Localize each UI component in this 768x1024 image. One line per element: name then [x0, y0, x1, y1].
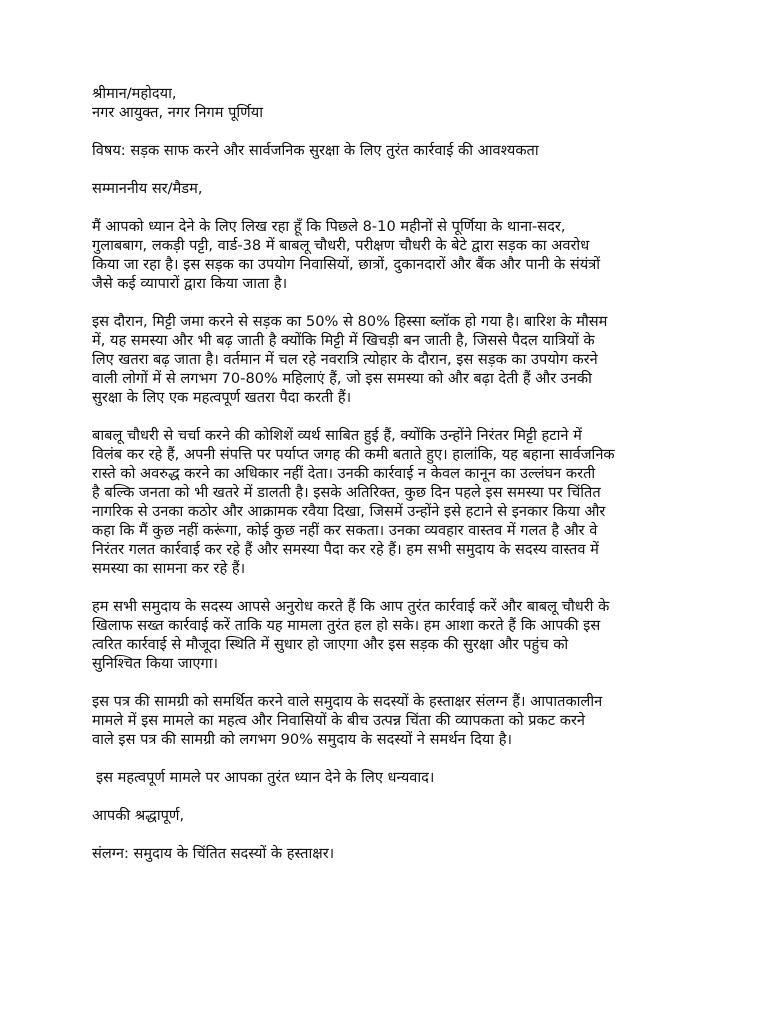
subject-block	[92, 141, 682, 160]
recipient-line: नगर आयुक्त, नगर निगम पूर्णिया	[92, 104, 263, 121]
recipient-block	[92, 84, 682, 122]
paragraph-line: गुलाबबाग, लकड़ी पट्टी, वार्ड-38 में बाबलू चौधरी, परीक्षण चौधरी के बेटे द्वारा सड़क का अवरोध	[92, 237, 590, 254]
paragraph-line: किया जा रहा है। इस सड़क का उपयोग निवासियों, छात्रों, दुकानदारों और बैंक और पानी के संयंत्रों	[92, 256, 601, 273]
paragraph-line: खिलाफ सख्त कार्रवाई करें ताकि यह मामला तुरंत हल हो सके। हम आशा करते हैं कि आपकी इस	[92, 617, 601, 634]
enclosure-line: संलग्न: समुदाय के चिंतित सदस्यों के हस्ताक्षर।	[92, 845, 335, 862]
greeting-block	[92, 179, 682, 198]
paragraph-line: हम सभी समुदाय के सदस्य आपसे अनुरोध करते हैं कि आप तुरंत कार्रवाई करें और बाबलू चौधरी के	[92, 598, 610, 615]
paragraph-line: सुनिश्चित किया जाएगा।	[92, 655, 219, 672]
paragraph-line: वाले इस पत्र की सामग्री को लगभग 90% समुदाय के सदस्यों ने समर्थन दिया है।	[92, 731, 512, 748]
paragraph-line: लिए खतरा बढ़ जाता है। वर्तमान में चल रहे नवरात्रि त्योहार के दौरान, इस सड़क का उपयोग करने	[92, 351, 598, 368]
paragraph-line: कहा कि मैं कुछ नहीं करूंगा, कोई कुछ नहीं कर सकता। उनका व्यवहार वास्तव में गलत है और वे	[92, 522, 598, 539]
paragraph-line: वाली लोगों में से लगभग 70-80% महिलाएं हैं, जो इस समस्या को और बढ़ा देती हैं और उनकी	[92, 370, 592, 387]
paragraph-3	[92, 426, 682, 578]
paragraph-1	[92, 217, 682, 293]
letter-body	[92, 84, 682, 863]
paragraph-line: त्वरित कार्रवाई से मौजूदा स्थिति में सुधार हो जाएगा और इस सड़क की सुरक्षा और पहुंच को	[92, 636, 569, 653]
thanks-block	[92, 768, 682, 787]
paragraph-line: नागरिक से उनका कठोर और आक्रामक रवैया दिखा, जिसमें उन्होंने इसे हटाने से इनकार किया और	[92, 503, 606, 520]
enclosure-block	[92, 844, 682, 863]
closing-block	[92, 806, 682, 825]
paragraph-line: बाबलू चौधरी से चर्चा करने की कोशिशें व्यर्थ साबित हुई हैं, क्योंकि उन्होंने निरंतर मिट्टी हटाने में	[92, 427, 582, 444]
paragraph-line: इस दौरान, मिट्टी जमा करने से सड़क का 50% से 80% हिस्सा ब्लॉक हो गया है। बारिश के मौसम	[92, 313, 608, 330]
paragraph-4	[92, 597, 682, 673]
closing-line: आपकी श्रद्धापूर्ण,	[92, 807, 185, 824]
paragraph-line: इस पत्र की सामग्री को समर्थित करने वाले समुदाय के सदस्यों के हस्ताक्षर संलग्न हैं। आपातकालीन	[92, 693, 603, 710]
subject-line: विषय: सड़क साफ करने और सार्वजनिक सुरक्षा के लिए तुरंत कार्रवाई की आवश्यकता	[92, 142, 539, 159]
paragraph-5	[92, 692, 682, 749]
paragraph-line: जैसे कई व्यापारों द्वारा किया जाता है।	[92, 275, 288, 292]
salutation-to: श्रीमान/महोदया,	[92, 85, 177, 102]
paragraph-2	[92, 312, 682, 407]
thanks-line: इस महत्वपूर्ण मामले पर आपका तुरंत ध्यान देने के लिए धन्यवाद।	[96, 769, 435, 786]
paragraph-line: समस्या का सामना कर रहे हैं।	[92, 560, 246, 577]
paragraph-line: मामले में इस मामले का महत्व और निवासियों के बीच उत्पन्न चिंता की व्यापकता को प्रकट करने	[92, 712, 586, 729]
paragraph-line: में, यह समस्या और भी बढ़ जाती है क्योंकि मिट्टी में खिचड़ी बन जाती है, जिससे पैदल यात्रियों के	[92, 332, 595, 349]
paragraph-line: निरंतर गलत कार्रवाई कर रहे हैं और समस्या पैदा कर रहे हैं। हम सभी समुदाय के सदस्य वास्तव में	[92, 541, 599, 558]
paragraph-line: सुरक्षा के लिए एक महत्वपूर्ण खतरा पैदा करती हैं।	[92, 389, 352, 406]
greeting-line: सम्माननीय सर/मैडम,	[92, 180, 203, 197]
paragraph-line: विलंब कर रहे हैं, अपनी संपत्ति पर पर्याप्त जगह की कमी बताते हुए। हालांकि, यह बहाना सार्वजनिक	[92, 446, 615, 463]
paragraph-line: रास्ते को अवरुद्ध करने का अधिकार नहीं देता। उनकी कार्रवाई न केवल कानून का उल्लंघन करती	[92, 465, 596, 482]
paragraph-line: है बल्कि जनता को भी खतरे में डालती है। इसके अतिरिक्त, कुछ दिन पहले इस समस्या पर चिंतित	[92, 484, 601, 501]
paragraph-line: मैं आपको ध्यान देने के लिए लिख रहा हूँ कि पिछले 8-10 महीनों से पूर्णिया के थाना-सदर,	[92, 218, 566, 235]
